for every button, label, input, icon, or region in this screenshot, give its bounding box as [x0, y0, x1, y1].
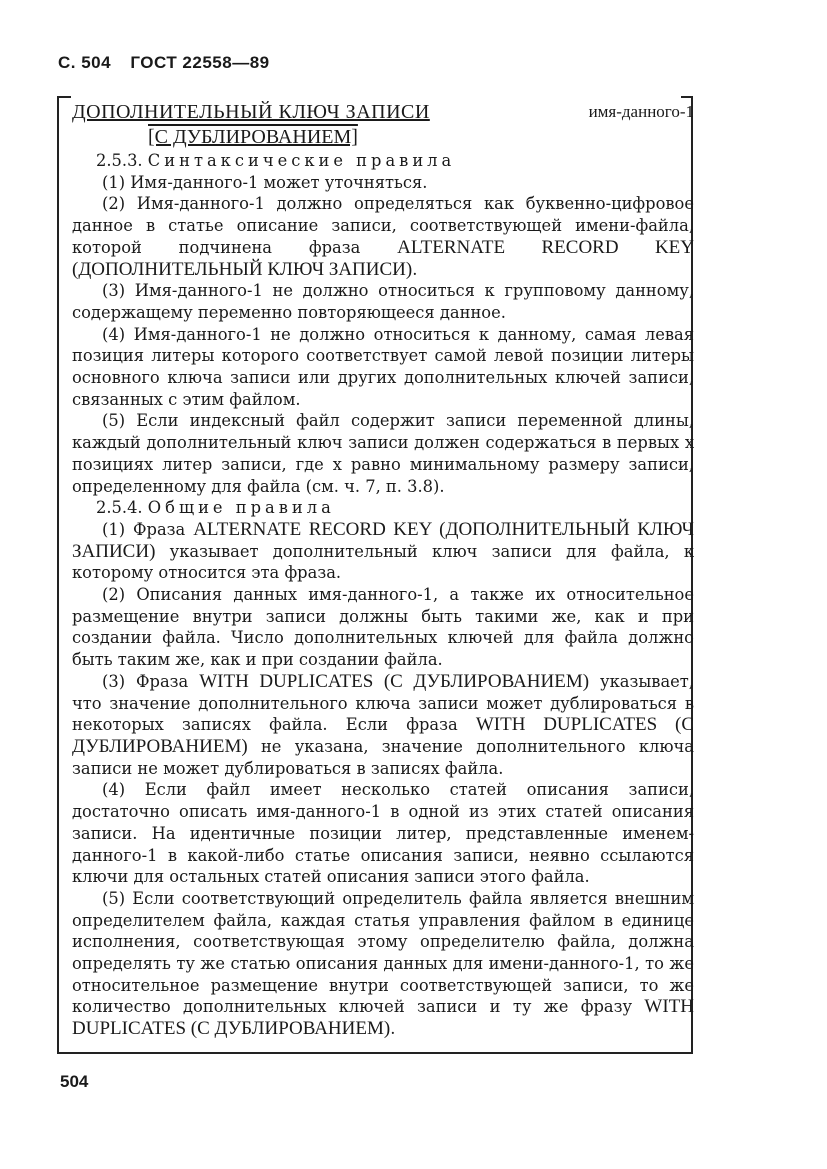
page-footer-number: 504: [60, 1072, 89, 1091]
rule-text: указывает дополнительный ключ записи для файла, к которому относится эта фраза.: [72, 541, 694, 583]
section-number: 2.5.3.: [96, 151, 143, 170]
syntax-rule-1: (1) Имя-данного-1 может уточняться.: [102, 172, 428, 192]
general-rule-3: [72, 671, 694, 780]
rule-text: (5) Если соответствующий определитель файла является внешним определителем файла, каждая статья управления файлом в единице исполнения, соответствующая этому определителю файла, должна определять ту же статью описания данных для имени-данного-1, то же относительное размещение внутри соответствующей записи, то же количество дополнительных ключей записи и ту же фразу: [72, 888, 694, 1017]
rule-keyword: WITH DUPLICATES (С ДУБЛИРОВАНИЕМ): [199, 670, 590, 692]
syntax-rule-2: [72, 193, 694, 280]
syntax-rule-3: (3) Имя-данного-1 не должно относиться к групповому данному, содержащему переменно повторяющееся данное.: [72, 281, 694, 322]
clause-title-left: ДОПОЛНИТЕЛЬНЫЙ КЛЮЧ ЗАПИСИ: [72, 101, 430, 123]
standard-number: ГОСТ 22558—89: [130, 53, 270, 72]
page-number: С. 504: [58, 53, 112, 72]
rule-text: .: [390, 1019, 396, 1039]
rule-keyword: ALTERNATE RECORD KEY (ДОПОЛНИТЕЛЬНЫЙ КЛЮЧ ЗАПИСИ): [72, 518, 694, 562]
rule-keyword: ALTERNATE RECORD KEY (ДОПОЛНИТЕЛЬНЫЙ КЛЮЧ ЗАПИСИ): [72, 236, 694, 280]
rule-text: (1) Фраза: [102, 519, 194, 539]
page-header: [58, 53, 284, 73]
frame-corner-left: [59, 96, 71, 98]
section-heading-general: [96, 497, 694, 519]
rule-keyword: WITH DUPLICATES (С ДУБЛИРОВАНИЕМ): [72, 714, 694, 757]
frame-corner-right: [681, 96, 691, 98]
rule-text: (3) Фраза: [102, 671, 200, 691]
section-label: Синтаксические правила: [147, 151, 456, 170]
syntax-rule-5: (5) Если индексный файл содержит записи переменной длины, каждый дополнительный ключ записи должен содержаться в первых x позициях литер записи, где x равно минимальному размеру записи, определенному для файла (см. ч. 7, п. 3.8).: [72, 411, 694, 496]
general-rule-1: [72, 519, 694, 584]
clause-title: [72, 100, 694, 124]
section-number: 2.5.4.: [96, 498, 143, 518]
clause-title-right: имя-данного-1: [588, 102, 694, 121]
general-rule-5: [72, 888, 694, 1040]
general-rule-4: (4) Если файл имеет несколько статей описания записи, достаточно описать имя-данного-1 в одной из этих статей описания записи. На идентичные позиции литер, представленные именем-данного-1 в какой-либо статье описания записи, неявно ссылаются ключи для остальных статей описания записи этого файла.: [72, 780, 694, 887]
section-heading-syntax: [96, 150, 694, 172]
document-body: [72, 100, 694, 1040]
clause-subtitle: [С ДУБЛИРОВАНИЕМ]: [148, 126, 358, 148]
rule-text: указывает, что значение дополнительного ключа записи может дублироваться в некоторых записях файла. Если фраза: [72, 671, 694, 735]
syntax-rule-4: (4) Имя-данного-1 не должно относиться к данному, самая левая позиция литеры которого соответствует самой левой позиции литеры основного ключа записи или других дополнительных ключей записи, связанных с этим файлом.: [72, 324, 694, 409]
rule-text: не указана, значение дополнительного ключа записи не может дублироваться в записях файла.: [72, 736, 694, 778]
rule-text: .: [412, 259, 418, 279]
rule-text: (2) Имя-данного-1 должно определяться как буквенно-цифровое данное в статье описание записи, соответствующей имени-файла, которой подчинена фраза: [72, 194, 694, 257]
general-rule-2: (2) Описания данных имя-данного-1, а также их относительное размещение внутри записи должны быть такими же, как и при создании файла. Число дополнительных ключей для файла должно быть таким же, как и при создании файла.: [72, 585, 694, 670]
rule-keyword: WITH DUPLICATES (С ДУБЛИРОВАНИЕМ): [72, 996, 694, 1040]
section-label: Общие правила: [147, 498, 335, 518]
